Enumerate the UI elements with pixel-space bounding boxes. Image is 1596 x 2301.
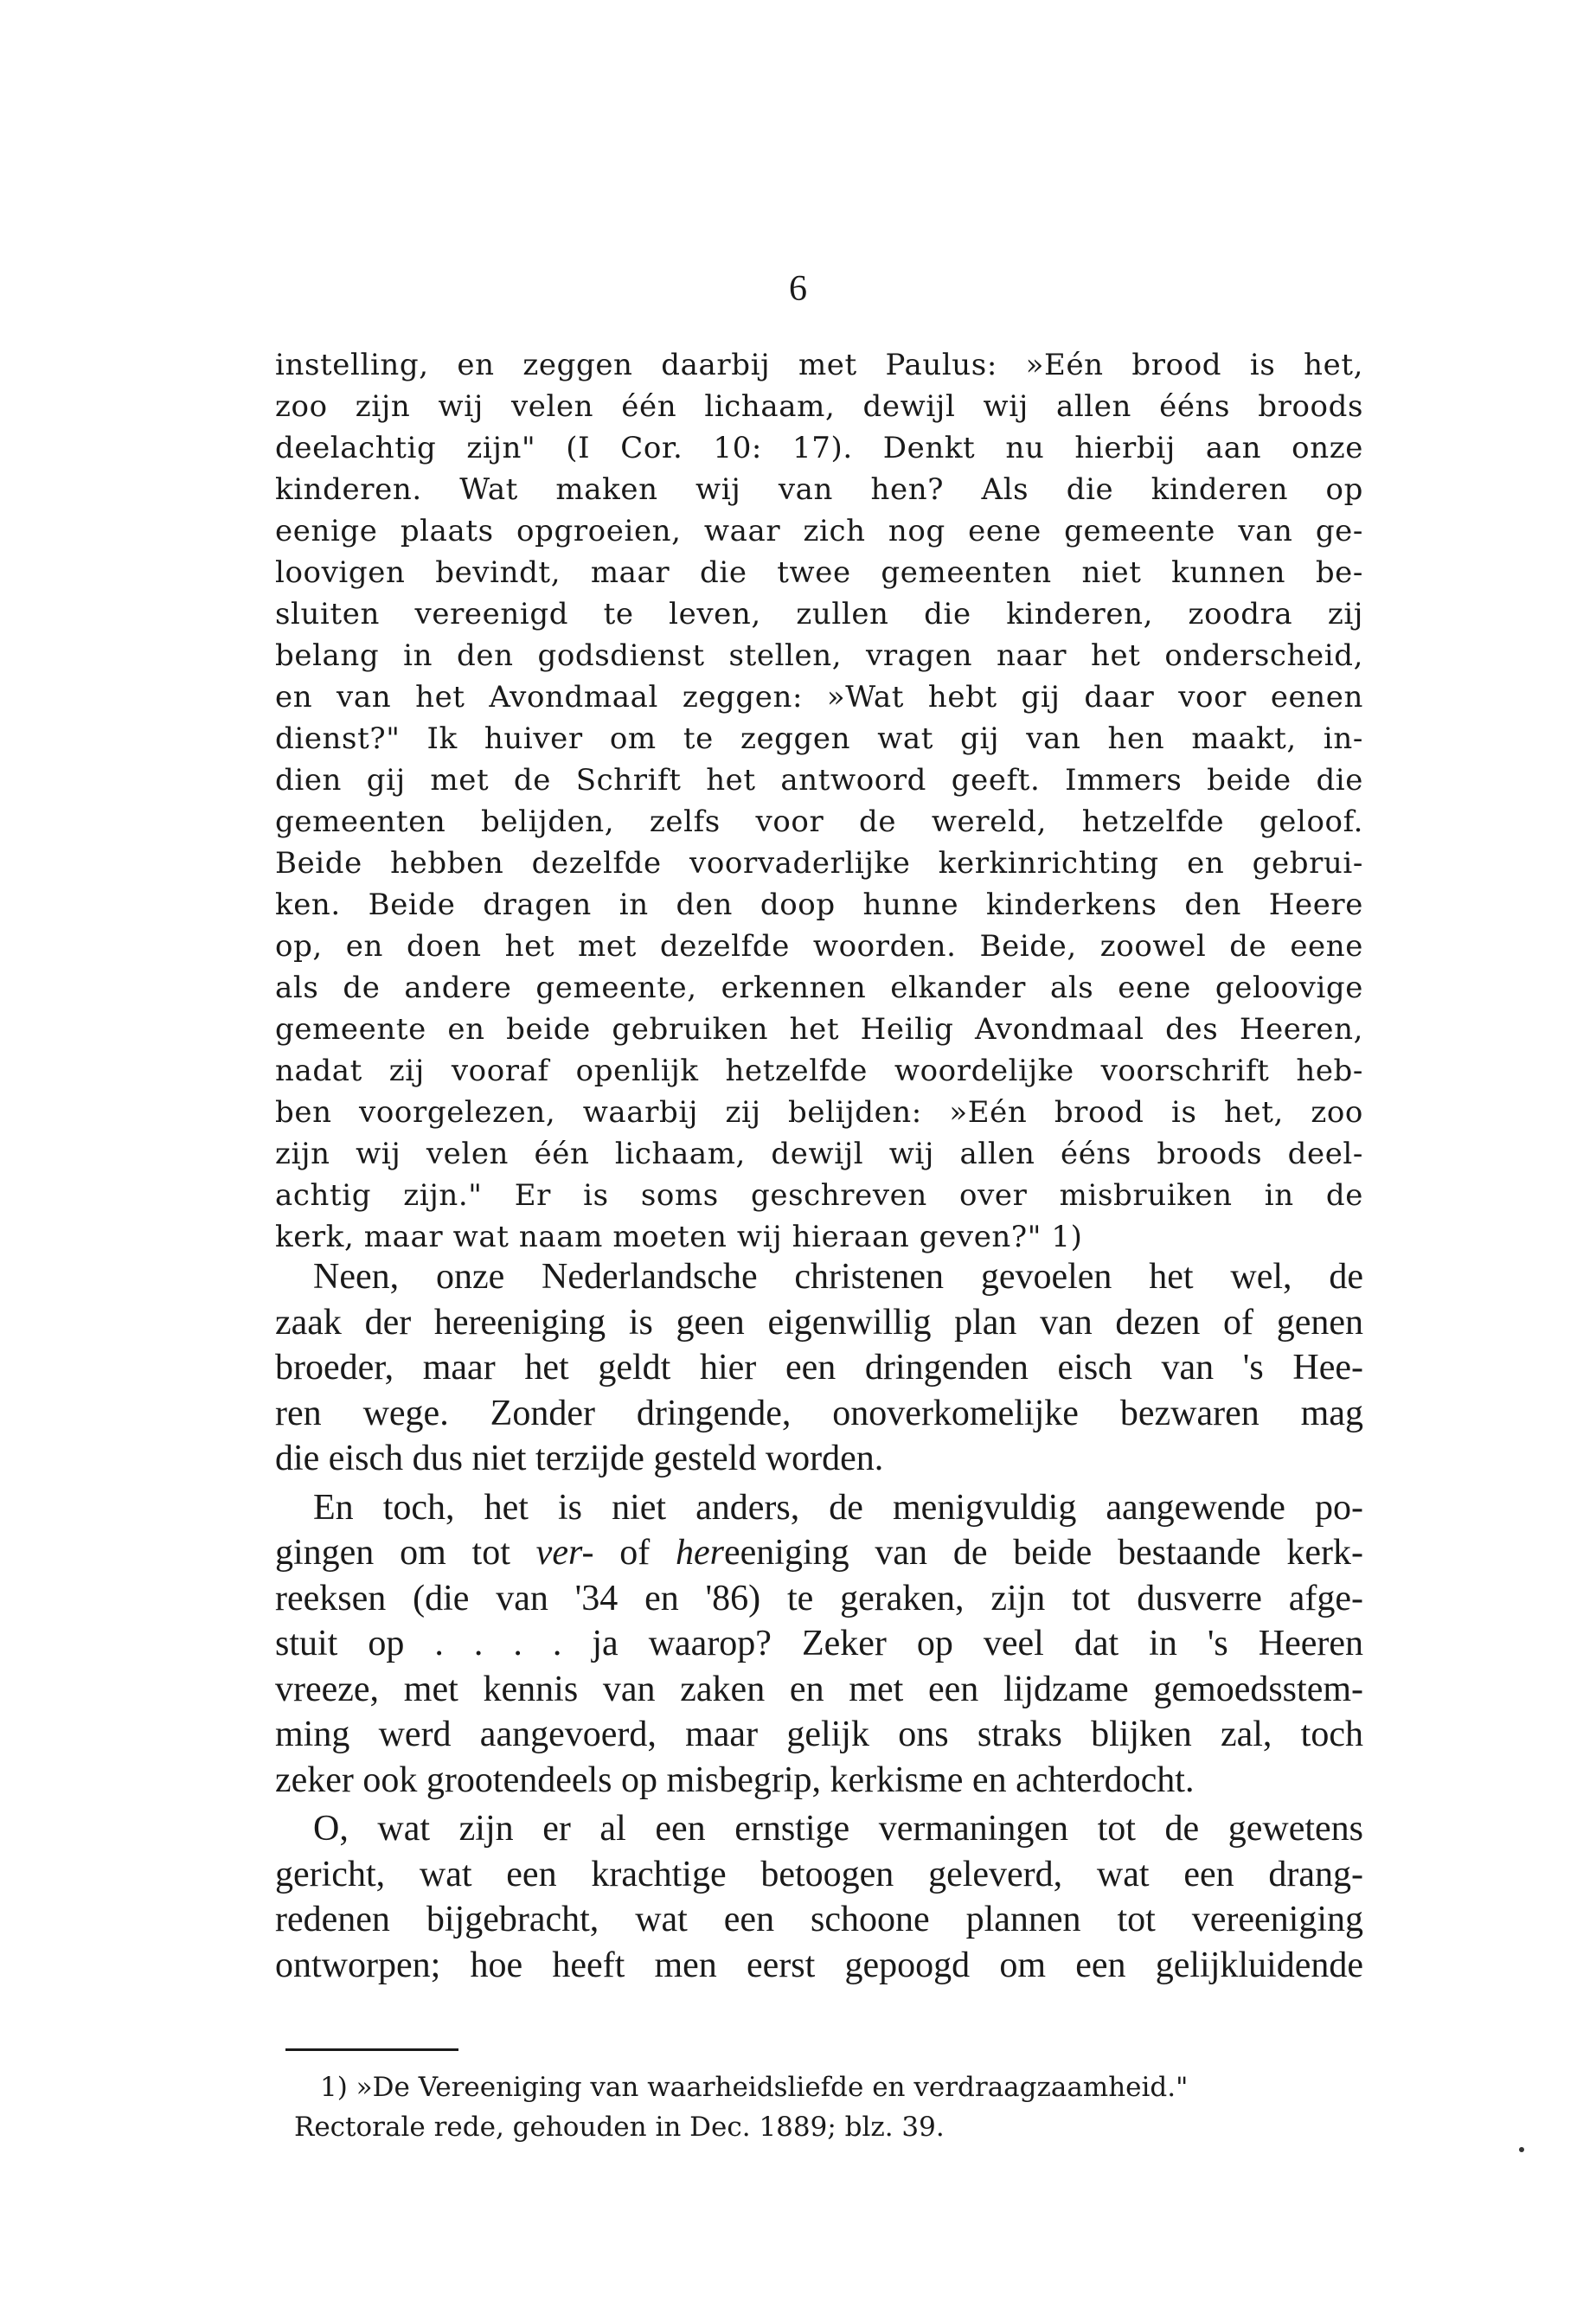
text-line: Neen, onze Nederlandsche christenen gevoelen het wel, de: [313, 1257, 1363, 1297]
text-line: Beide hebben dezelfde voorvaderlijke kerkinrichting en gebrui-: [275, 846, 1363, 881]
text-line: ren wege. Zonder dringende, onoverkomelijke bezwaren mag: [275, 1393, 1363, 1433]
text-line: zijn wij velen één lichaam, dewijl wij allen ééns broods deel-: [275, 1137, 1363, 1171]
page-number: 6: [789, 269, 807, 309]
text-line: ben voorgelezen, waarbij zij belijden: »Eén brood is het, zoo: [275, 1095, 1363, 1130]
text-line: redenen bijgebracht, wat een schoone plannen tot vereeniging: [275, 1900, 1363, 1939]
text-line: eenige plaats opgroeien, waar zich nog eene gemeente van ge-: [275, 514, 1363, 548]
text-run: gingen om tot: [275, 1533, 536, 1573]
text-line: als de andere gemeente, erkennen elkander als eene geloovige: [275, 971, 1363, 1005]
text-line: gemeenten belijden, zelfs voor de wereld, hetzelfde geloof.: [275, 804, 1363, 839]
text-line: instelling, en zeggen daarbij met Paulus: »Eén brood is het,: [275, 348, 1363, 382]
text-run: of: [593, 1533, 676, 1573]
text-line: belang in den godsdienst stellen, vragen naar het onderscheid,: [275, 638, 1363, 673]
text-line: kerk, maar wat naam moeten wij hieraan geven?" 1): [275, 1220, 1083, 1254]
text-line: deelachtig zijn" (I Cor. 10: 17). Denkt nu hierbij aan onze: [275, 431, 1363, 465]
text-line: dienst?" Ik huiver om te zeggen wat gij van hen maakt, in-: [275, 721, 1363, 756]
italic-prefix: ver-: [535, 1533, 594, 1573]
text-run: eeniging van de beide bestaande kerk-: [724, 1533, 1363, 1573]
footnote-line: 1) »De Vereeniging van waarheidsliefde en verdraagzaamheid.": [320, 2072, 1189, 2103]
text-line: [275, 1530, 1363, 1576]
text-line: nadat zij vooraf openlijk hetzelfde woordelijke voorschrift heb-: [275, 1054, 1363, 1088]
text-line: kinderen. Wat maken wij van hen? Als die kinderen op: [275, 472, 1363, 507]
quoted-passage: [275, 344, 1363, 1258]
paragraph: [275, 1254, 1363, 1482]
text-line: vreeze, met kennis van zaken en met een lijdzame gemoedsstem-: [275, 1669, 1363, 1709]
body-text: [275, 1254, 1363, 1988]
text-line: ontworpen; hoe heeft men eerst gepoogd om een gelijkluidende: [275, 1945, 1363, 1985]
print-speck: [1519, 2147, 1524, 2152]
text-line: gemeente en beide gebruiken het Heilig Avondmaal des Heeren,: [275, 1012, 1363, 1047]
text-line: loovigen bevindt, maar die twee gemeenten niet kunnen be-: [275, 555, 1363, 590]
text-line: sluiten vereenigd te leven, zullen die kinderen, zoodra zij: [275, 597, 1363, 631]
text-line: zeker ook grootendeels op misbegrip, kerkisme en achterdocht.: [275, 1759, 1195, 1800]
paragraph: [275, 1806, 1363, 1988]
text-line: ming werd aangevoerd, maar gelijk ons straks blijken zal, toch: [275, 1715, 1363, 1754]
text-line: dien gij met de Schrift het antwoord geeft. Immers beide die: [275, 763, 1363, 798]
text-line: achtig zijn." Er is soms geschreven over misbruiken in de: [275, 1178, 1363, 1213]
text-line: stuit op . . . . ja waarop? Zeker op veel dat in 's Heeren: [275, 1624, 1363, 1663]
text-line: zoo zijn wij velen één lichaam, dewijl wij allen ééns broods: [275, 389, 1363, 424]
footnotes: [294, 2067, 1363, 2147]
italic-prefix: her: [676, 1533, 725, 1573]
text-line: op, en doen het met dezelfde woorden. Beide, zoowel de eene: [275, 929, 1363, 964]
text-line: en van het Avondmaal zeggen: »Wat hebt gij daar voor eenen: [275, 680, 1363, 715]
text-line: O, wat zijn er al een ernstige vermaningen tot de gewetens: [313, 1809, 1363, 1849]
text-line: gericht, wat een krachtige betoogen geleverd, wat een drang-: [275, 1854, 1363, 1894]
text-line: reeksen (die van '34 en '86) te geraken, zijn tot dusverre afge-: [275, 1578, 1363, 1618]
footnote-line: Rectorale rede, gehouden in Dec. 1889; blz. 39.: [294, 2112, 945, 2143]
footnote-divider: [285, 2048, 458, 2051]
paragraph: [275, 1485, 1363, 1804]
text-line: die eisch dus niet terzijde gesteld worden.: [275, 1439, 884, 1478]
text-line: ken. Beide dragen in den doop hunne kinderkens den Heere: [275, 888, 1363, 922]
text-line: En toch, het is niet anders, de menigvuldig aangewende po-: [313, 1487, 1363, 1528]
text-line: broeder, maar het geldt hier een dringenden eisch van 's Hee-: [275, 1348, 1363, 1388]
text-line: zaak der hereeniging is geen eigenwillig plan van dezen of genen: [275, 1302, 1363, 1343]
